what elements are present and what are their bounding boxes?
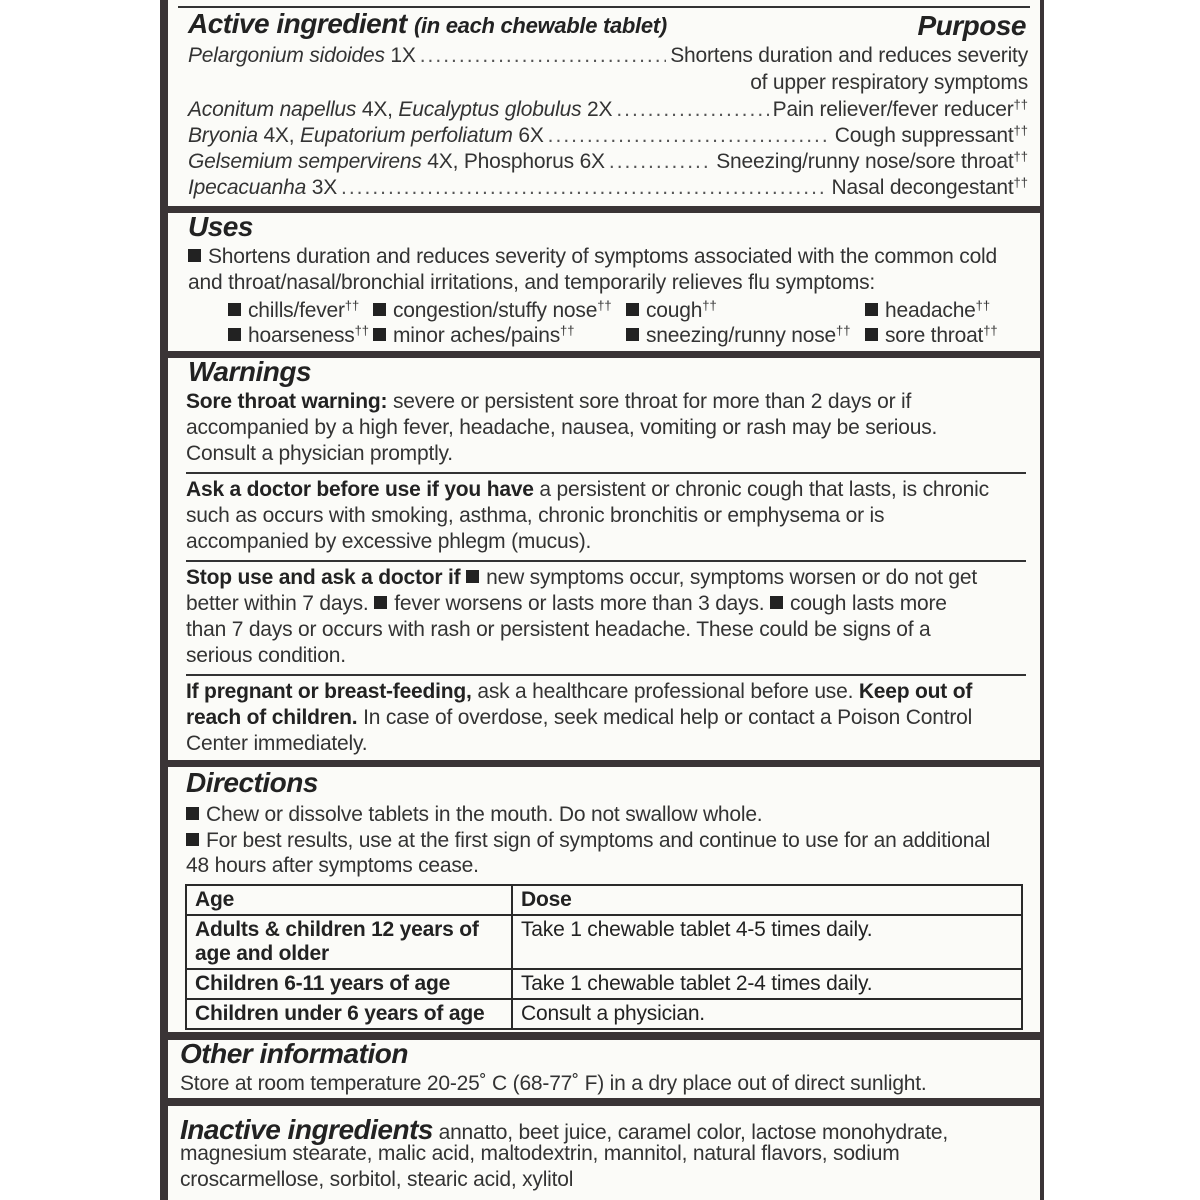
warnings-heading: Warnings [188,356,312,387]
age-cell: Children 6-11 years of age [186,969,512,999]
pregnancy-warning: If pregnant or breast-feeding, ask a healthcare professional before use. Keep out of [186,680,973,703]
bullet-icon [865,303,878,316]
age-header: Age [186,885,512,915]
divider [186,472,1026,474]
warning-text: serious condition. [186,644,346,667]
bullet-icon [228,303,241,316]
warnings-section [168,358,1040,760]
stop-use-warning: Stop use and ask a doctor if new symptoms occur, symptoms worsen or do not get [186,566,978,589]
direction-item: 48 hours after symptoms cease. [186,854,479,877]
directions-section [168,767,1040,1032]
uses-text: Shortens duration and reduces severity of symptoms associated with the common cold [188,245,997,269]
bullet-icon [373,328,386,341]
inactive-ingredients-text: Inactive ingredients annatto, beet juice, caramel color, lactose monohydrate, [180,1114,949,1145]
warning-text: accompanied by excessive phlegm (mucus). [186,530,592,553]
purpose-heading: Purpose [917,10,1026,41]
symptom-item: headache†† [865,298,990,323]
ingredient-row: Aconitum napellus 4X, Eucalyptus globulus 2X ..... Pain reliever/fever reducer†† [188,97,1028,122]
warning-text: Center immediately. [186,732,368,755]
warning-text: accompanied by a high fever, headache, nausea, vomiting or rash may be serious. [186,416,938,439]
bullet-icon [374,596,387,609]
other-information-heading: Other information [180,1038,408,1069]
age-cell: Adults & children 12 years of age and older [186,915,512,969]
bullet-icon [373,303,386,316]
ingredient-row: Gelsemium sempervirens 4X, Phosphorus 6X ..... Sneezing/runny nose/sore throat†† [188,149,1028,174]
symptom-item: chills/fever†† [228,298,359,323]
inactive-ingredients-text: magnesium stearate, malic acid, maltodextrin, mannitol, natural flavors, sodium [180,1142,900,1165]
bullet-icon [626,328,639,341]
bullet-icon [865,328,878,341]
symptom-item: sneezing/runny nose†† [626,323,850,348]
inactive-ingredients-section [168,1106,1040,1200]
dosage-table [185,884,1023,1030]
symptom-item: sore throat†† [865,323,998,348]
bullet-icon [188,249,201,262]
table-row [186,915,1022,969]
table-header-row [186,885,1022,915]
warning-text: than 7 days or occurs with rash or persistent headache. These could be signs of a [186,618,931,641]
uses-heading: Uses [188,211,253,242]
dose-cell: Take 1 chewable tablet 4-5 times daily. [512,915,1022,969]
ingredient-row: Bryonia 4X, Eupatorium perfoliatum 6X ..... Cough suppressant†† [188,123,1028,148]
symptom-item: cough†† [626,298,717,323]
dose-cell: Take 1 chewable tablet 2-4 times daily. [512,969,1022,999]
uses-section [168,213,1040,351]
bullet-icon [186,833,199,846]
inactive-ingredients-text: croscarmellose, sorbitol, stearic acid, xylitol [180,1168,574,1191]
warning-text: Consult a physician promptly. [186,442,453,465]
bullet-icon [626,303,639,316]
ingredient-row-continued: of upper respiratory symptoms [750,71,1028,94]
storage-text: Store at room temperature 20-25˚ C (68-77˚ F) in a dry place out of direct sunlight. [180,1072,927,1095]
bullet-icon [228,328,241,341]
dose-cell: Consult a physician. [512,999,1022,1029]
ingredient-row: Ipecacuanha 3X ..... Nasal decongestant†† [188,175,1028,200]
bullet-icon [186,807,199,820]
table-row [186,999,1022,1029]
direction-item: Chew or dissolve tablets in the mouth. Do not swallow whole. [186,803,762,827]
bullet-icon [466,570,479,583]
drug-facts-panel [160,0,1044,1200]
ask-doctor-warning: Ask a doctor before use if you have a persistent or chronic cough that lasts, is chronic [186,478,989,501]
ingredient-row: Pelargonium sidoides 1X ..... Shortens duration and reduces severity [188,44,1028,68]
warning-text: reach of children. In case of overdose, seek medical help or contact a Poison Control [186,706,973,729]
uses-text: and throat/nasal/bronchial irritations, and temporarily relieves flu symptoms: [188,271,876,294]
active-ingredient-section [168,0,1040,206]
warning-text: such as occurs with smoking, asthma, chronic bronchitis or emphysema or is [186,504,885,527]
warning-text: better within 7 days. fever worsens or lasts more than 3 days. cough lasts more [186,592,947,615]
age-cell: Children under 6 years of age [186,999,512,1029]
dose-header: Dose [512,885,1022,915]
sore-throat-warning: Sore throat warning: severe or persistent sore throat for more than 2 days or if [186,390,912,413]
other-information-section [168,1040,1040,1098]
symptom-item: hoarseness†† [228,323,369,348]
inactive-ingredients-heading: Inactive ingredients [180,1114,433,1145]
directions-heading: Directions [186,767,318,798]
symptom-item: congestion/stuffy nose†† [373,298,612,323]
active-ingredient-heading: Active ingredient (in each chewable tablet) [188,8,667,39]
divider [186,674,1026,676]
table-row [186,969,1022,999]
symptom-item: minor aches/pains†† [373,323,575,348]
bullet-icon [770,596,783,609]
divider [186,560,1026,562]
direction-item: For best results, use at the first sign of symptoms and continue to use for an additional [186,829,990,853]
